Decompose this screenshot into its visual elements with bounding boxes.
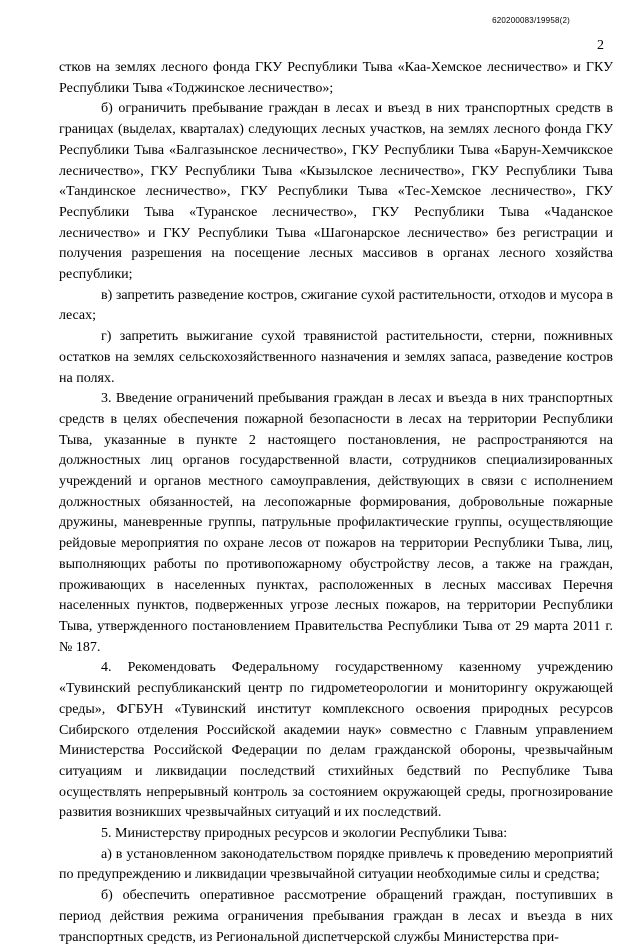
paragraph-section-3: 3. Введение ограничений пребывания граждан в лесах и въезда в них транспортных средств в целях обеспечения пожарной безопасности в лесах на территории Республики Тыва, указанные в пункте 2 настоящего постановления, не распространяются на должностных лиц органов государственной власти, сотрудников специализированных учреждений и органов местного самоуправления, действующих в связи с исполнением должностных обязанностей, на лесопожарные формирования, добровольные пожарные дружины, маневренные группы, патрульные профилактические группы, осуществляющие рейдовые мероприятия по охране лесов от пожаров на территории Республики Тыва, лиц, выполняющих работы по противопожарному обустройству лесов, а также на граждан, проживающих в населенных пунктах, расположенных в лесных массивах Перечня населенных пунктов, подверженных угрозе лесных пожаров, на территории Республики Тыва, утвержденного постановлением Правительства Республики Тыва от 29 марта 2011 г. № 187. [59,391,613,655]
paragraph-continuation: стков на землях лесного фонда ГКУ Республики Тыва «Каа-Хемское лесничество» и ГКУ Республики Тыва «Тоджинское лесничество»; [59,60,613,96]
document-body [59,58,613,948]
paragraph-section-5: 5. Министерству природных ресурсов и экологии Республики Тыва: [101,826,508,842]
page-number: 2 [597,38,604,53]
paragraph-section-5-item-b: б) обеспечить оперативное рассмотрение обращений граждан, поступивших в период действия режима ограничения пребывания граждан в лесах и въезда в них транспортных средств, из Региональной диспетчерской службы Министерства при- [59,888,613,945]
paragraph-item-b: б) ограничить пребывание граждан в лесах и въезд в них транспортных средств в границах (выделах, кварталах) следующих лесных участков, на землях лесного фонда ГКУ Республики Тыва «Балгазынское лесничество», ГКУ Республики Тыва «Барун-Хемчикское лесничество», ГКУ Республики Тыва «Кызылское лесничество», ГКУ Республики Тыва «Тандинское лесничество», ГКУ Республики Тыва «Тес-Хемское лесничество», ГКУ Республики Тыва «Туранское лесничество», ГКУ Республики Тыва «Чаданское лесничество» и ГКУ Республики Тыва «Шагонарское лесничество» без регистрации и получения разрешения на посещение лесных массивов в органах лесного хозяйства республики; [59,101,613,283]
paragraph-section-4: 4. Рекомендовать Федеральному государственному казенному учреждению «Тувинский республиканский центр по гидрометеорологии и мониторингу окружающей среды», ФГБУН «Тувинский институт комплексного освоения природных ресурсов Сибирского отделения Российской академии наук» совместно с Главным управлением Министерства Российской Федерации по делам гражданской обороны, чрезвычайным ситуациям и ликвидации последствий стихийных бедствий по Республике Тыва осуществлять непрерывный контроль за состоянием окружающей среды, прогнозирование развития возникших чрезвычайных ситуаций и их последствий. [59,660,613,821]
paragraph-item-g: г) запретить выжигание сухой травянистой растительности, стерни, пожнивных остатков на землях сельскохозяйственного назначения и землях запаса, разведение костров на полях. [59,329,613,386]
paragraph-section-5-item-a: а) в установленном законодательством порядке привлечь к проведению мероприятий по предупреждению и ликвидации чрезвычайной ситуации необходимые силы и средства; [59,846,613,883]
paragraph-item-v: в) запретить разведение костров, сжигание сухой растительности, отходов и мусора в лесах; [59,287,613,324]
document-id: 620200083/19958(2) [492,16,570,25]
